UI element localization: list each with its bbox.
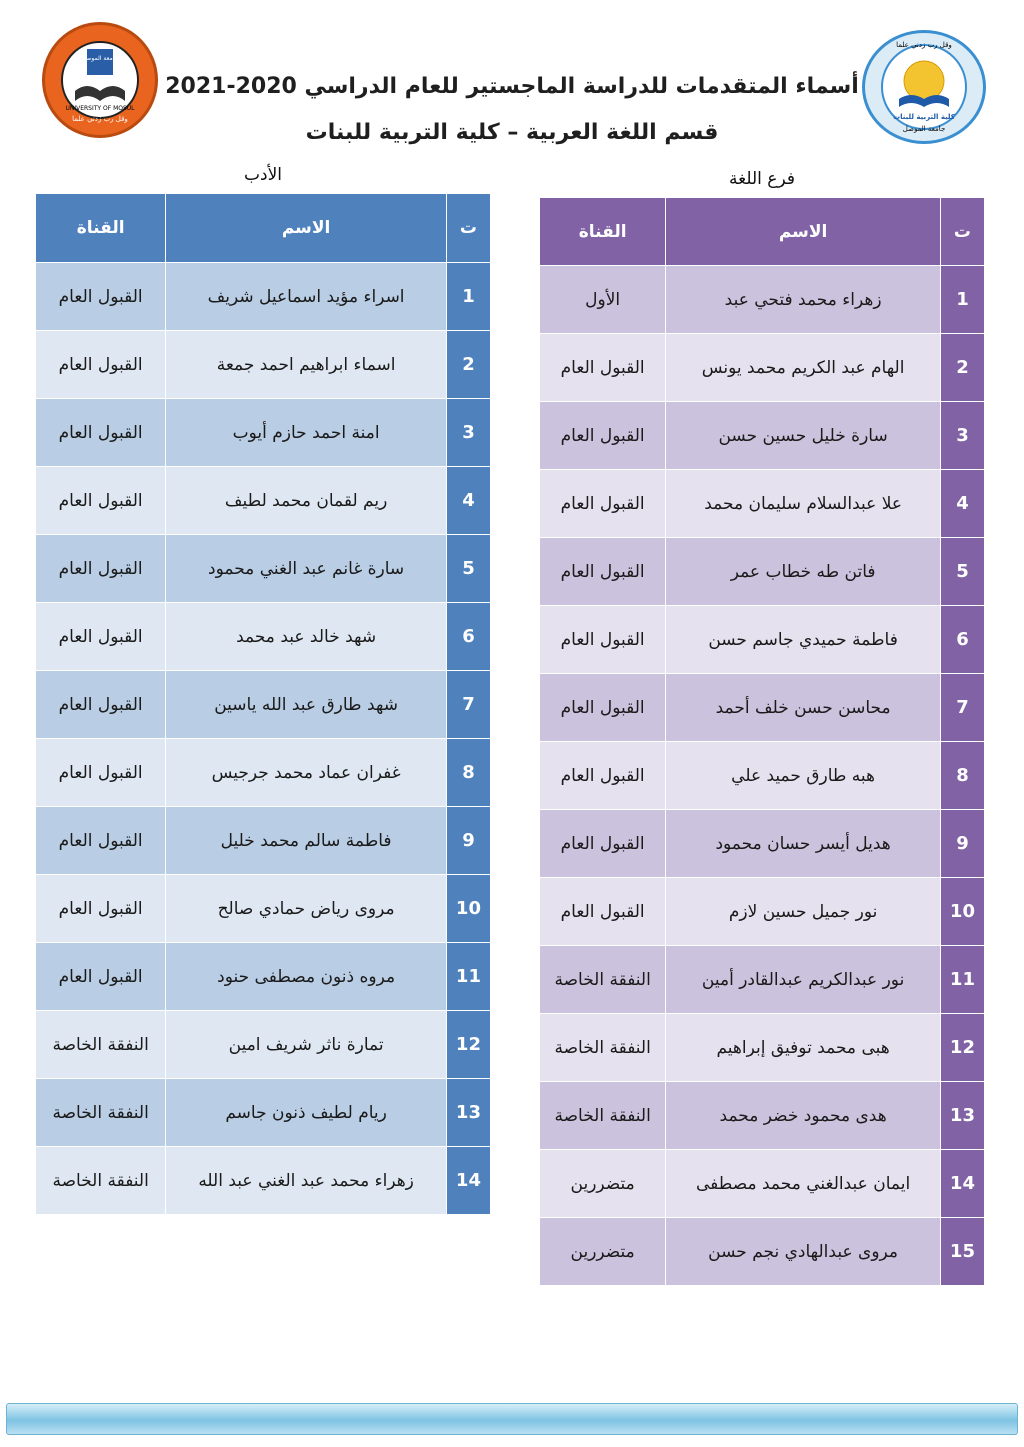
literature-branch-table xyxy=(35,193,491,1215)
column-header-num: ت xyxy=(940,198,984,266)
row-number: 8 xyxy=(940,742,984,810)
table-row xyxy=(36,603,491,671)
table-row xyxy=(36,1011,491,1079)
admission-channel: القبول العام xyxy=(36,671,166,739)
column-header-channel: القناة xyxy=(540,198,666,266)
row-number: 12 xyxy=(940,1014,984,1082)
student-name: ريام لطيف ذنون جاسم xyxy=(166,1079,447,1147)
admission-channel: القبول العام xyxy=(36,603,166,671)
student-name: تمارة ناثر شريف امين xyxy=(166,1011,447,1079)
student-name: فاطمة حميدي جاسم حسن xyxy=(666,606,941,674)
table-row xyxy=(36,1079,491,1147)
admission-channel: النفقة الخاصة xyxy=(36,1147,166,1215)
college-logo-university: جامعة الموصل xyxy=(902,125,946,133)
language-branch-label: فرع اللغة xyxy=(729,169,795,189)
admission-channel: القبول العام xyxy=(36,875,166,943)
student-name: نور عبدالكريم عبدالقادر أمين xyxy=(666,946,941,1014)
row-number: 3 xyxy=(940,402,984,470)
student-name: زهراء محمد فتحي عبد xyxy=(666,266,941,334)
row-number: 9 xyxy=(446,807,490,875)
table-row xyxy=(540,946,985,1014)
column-header-num: ت xyxy=(446,194,490,263)
table-row xyxy=(36,399,491,467)
row-number: 11 xyxy=(940,946,984,1014)
admission-channel: القبول العام xyxy=(540,674,666,742)
table-header-row xyxy=(540,198,985,266)
student-name: فاطمة سالم محمد خليل xyxy=(166,807,447,875)
table-header-row xyxy=(36,194,491,263)
row-number: 8 xyxy=(446,739,490,807)
admission-channel: القبول العام xyxy=(540,810,666,878)
student-name: هبى محمد توفيق إبراهيم xyxy=(666,1014,941,1082)
row-number: 5 xyxy=(940,538,984,606)
table-row xyxy=(36,331,491,399)
table-row xyxy=(540,334,985,402)
row-number: 4 xyxy=(446,467,490,535)
table-row xyxy=(540,470,985,538)
student-name: الهام عبد الكريم محمد يونس xyxy=(666,334,941,402)
admission-channel: القبول العام xyxy=(540,470,666,538)
column-header-name: الاسم xyxy=(166,194,447,263)
column-header-channel: القناة xyxy=(36,194,166,263)
row-number: 7 xyxy=(940,674,984,742)
row-number: 1 xyxy=(940,266,984,334)
table-row xyxy=(36,263,491,331)
admission-channel: متضررين xyxy=(540,1218,666,1286)
student-name: محاسن حسن خلف أحمد xyxy=(666,674,941,742)
student-name: شهد طارق عبد الله ياسين xyxy=(166,671,447,739)
column-header-name: الاسم xyxy=(666,198,941,266)
college-logo xyxy=(862,30,986,144)
table-row xyxy=(540,1150,985,1218)
row-number: 2 xyxy=(446,331,490,399)
table-row xyxy=(36,739,491,807)
row-number: 10 xyxy=(940,878,984,946)
admission-channel: النفقة الخاصة xyxy=(36,1079,166,1147)
table-row xyxy=(36,535,491,603)
admission-channel: القبول العام xyxy=(36,943,166,1011)
admission-channel: النفقة الخاصة xyxy=(540,1014,666,1082)
admission-channel: القبول العام xyxy=(540,742,666,810)
student-name: نور جميل حسين لازم xyxy=(666,878,941,946)
row-number: 11 xyxy=(446,943,490,1011)
row-number: 15 xyxy=(940,1218,984,1286)
admission-channel: القبول العام xyxy=(36,263,166,331)
student-name: زهراء محمد عبد الغني عبد الله xyxy=(166,1147,447,1215)
student-name: علا عبدالسلام سليمان محمد xyxy=(666,470,941,538)
student-name: سارة غانم عبد الغني محمود xyxy=(166,535,447,603)
student-name: مروى رياض حمادي صالح xyxy=(166,875,447,943)
college-logo-name: كلية التربية للبنات xyxy=(893,113,955,121)
row-number: 14 xyxy=(940,1150,984,1218)
admission-channel: متضررين xyxy=(540,1150,666,1218)
student-name: شهد خالد عبد محمد xyxy=(166,603,447,671)
student-name: غفران عماد محمد جرجيس xyxy=(166,739,447,807)
row-number: 4 xyxy=(940,470,984,538)
student-name: ريم لقمان محمد لطيف xyxy=(166,467,447,535)
table-row xyxy=(540,742,985,810)
college-logo-motto: وقل رب زدني علما xyxy=(896,41,952,49)
university-logo-motto: وقل رب زدني علما xyxy=(72,115,128,123)
row-number: 3 xyxy=(446,399,490,467)
admission-channel: القبول العام xyxy=(540,334,666,402)
admission-channel: القبول العام xyxy=(540,402,666,470)
row-number: 2 xyxy=(940,334,984,402)
admission-channel: القبول العام xyxy=(540,878,666,946)
student-name: اسراء مؤيد اسماعيل شريف xyxy=(166,263,447,331)
admission-channel: القبول العام xyxy=(540,606,666,674)
row-number: 1 xyxy=(446,263,490,331)
student-name: ايمان عبدالغني محمد مصطفى xyxy=(666,1150,941,1218)
row-number: 14 xyxy=(446,1147,490,1215)
admission-channel: القبول العام xyxy=(36,535,166,603)
table-row xyxy=(540,538,985,606)
table-row xyxy=(36,1147,491,1215)
table-row xyxy=(540,674,985,742)
admission-channel: النفقة الخاصة xyxy=(540,946,666,1014)
literature-branch-label: الأدب xyxy=(244,165,282,185)
footer-bar xyxy=(6,1403,1018,1435)
admission-channel: الأول xyxy=(540,266,666,334)
admission-channel: القبول العام xyxy=(36,331,166,399)
row-number: 5 xyxy=(446,535,490,603)
table-row xyxy=(540,1218,985,1286)
admission-channel: النفقة الخاصة xyxy=(36,1011,166,1079)
admission-channel: النفقة الخاصة xyxy=(540,1082,666,1150)
table-row xyxy=(540,878,985,946)
student-name: مروى عبدالهادي نجم حسن xyxy=(666,1218,941,1286)
student-name: فاتن طه خطاب عمر xyxy=(666,538,941,606)
row-number: 6 xyxy=(446,603,490,671)
page-subtitle: قسم اللغة العربية – كلية التربية للبنات xyxy=(305,120,719,145)
university-logo-name: جامعة الموصل xyxy=(81,55,119,62)
student-name: هديل أيسر حسان محمود xyxy=(666,810,941,878)
university-logo xyxy=(42,22,158,138)
admission-channel: القبول العام xyxy=(36,399,166,467)
row-number: 13 xyxy=(940,1082,984,1150)
admission-channel: القبول العام xyxy=(36,467,166,535)
table-row xyxy=(540,1082,985,1150)
admission-channel: القبول العام xyxy=(540,538,666,606)
table-row xyxy=(540,810,985,878)
student-name: سارة خليل حسين حسن xyxy=(666,402,941,470)
table-row xyxy=(36,807,491,875)
admission-channel: القبول العام xyxy=(36,739,166,807)
table-row xyxy=(540,606,985,674)
row-number: 13 xyxy=(446,1079,490,1147)
student-name: اسماء ابراهيم احمد جمعة xyxy=(166,331,447,399)
page-title: أسماء المتقدمات للدراسة الماجستير للعام الدراسي 2020-2021 xyxy=(165,74,859,99)
student-name: مروه ذنون مصطفى حنود xyxy=(166,943,447,1011)
table-row xyxy=(36,467,491,535)
admission-channel: القبول العام xyxy=(36,807,166,875)
language-branch-table xyxy=(539,197,985,1286)
row-number: 9 xyxy=(940,810,984,878)
table-row xyxy=(540,402,985,470)
table-row xyxy=(36,875,491,943)
table-row xyxy=(36,671,491,739)
row-number: 7 xyxy=(446,671,490,739)
row-number: 6 xyxy=(940,606,984,674)
university-logo-english: UNIVERSITY OF MOSUL xyxy=(65,105,135,112)
student-name: هبه طارق حميد علي xyxy=(666,742,941,810)
student-name: امنة احمد حازم أيوب xyxy=(166,399,447,467)
row-number: 10 xyxy=(446,875,490,943)
table-row xyxy=(540,1014,985,1082)
row-number: 12 xyxy=(446,1011,490,1079)
table-row xyxy=(36,943,491,1011)
table-row xyxy=(540,266,985,334)
student-name: هدى محمود خضر محمد xyxy=(666,1082,941,1150)
